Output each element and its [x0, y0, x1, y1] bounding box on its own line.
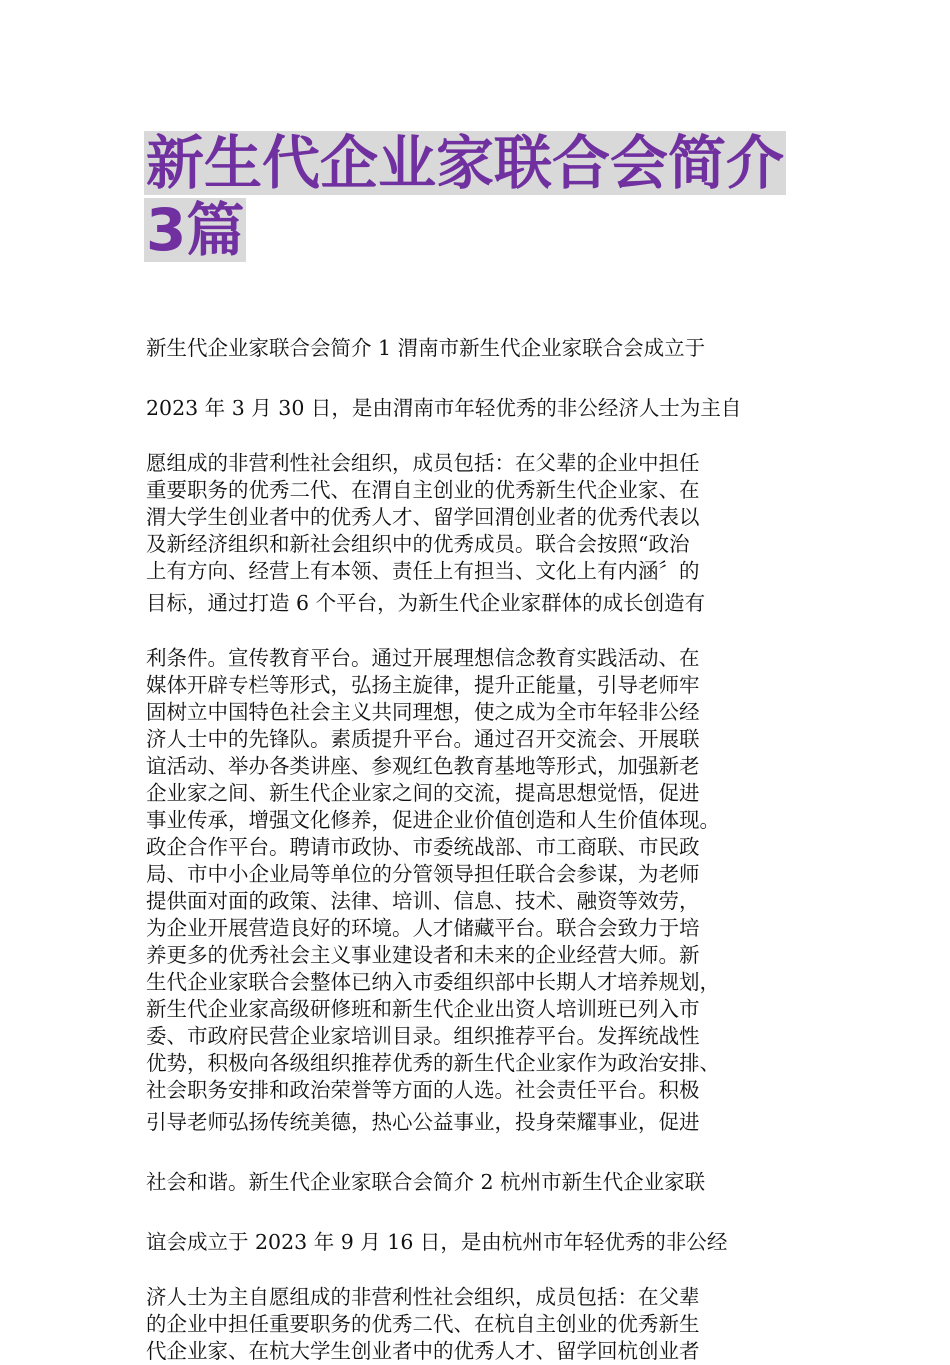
body-line: 2023 年 3 月 30 日，是由渭南市年轻优秀的非公经济人士为主自 [146, 396, 742, 420]
body-line: 引导老师弘扬传统美德，热心公益事业，投身荣耀事业，促进 [146, 1110, 700, 1134]
title-line-2: 3篇 [146, 196, 245, 264]
body-line: 济人士为主自愿组成的非营利性社会组织，成员包括：在父辈 [146, 1285, 700, 1309]
body-line: 济人士中的先锋队。素质提升平台。通过召开交流会、开展联 [146, 727, 700, 751]
body-line: 社会和谐。新生代企业家联合会简介 2 杭州市新生代企业家联 [146, 1170, 706, 1194]
body-line: 事业传承，增强文化修养，促进企业价值创造和人生价值体现。 [146, 808, 720, 832]
body-line: 社会职务安排和政治荣誉等方面的人选。社会责任平台。积极 [146, 1078, 700, 1102]
body-line: 优势，积极向各级组织推荐优秀的新生代企业家作为政治安排、 [146, 1051, 720, 1075]
body-line: 为企业开展营造良好的环境。人才储藏平台。联合会致力于培 [146, 916, 700, 940]
body-line: 媒体开辟专栏等形式，弘扬主旋律，提升正能量，引导老师牢 [146, 673, 700, 697]
body-line: 新生代企业家联合会简介 1 渭南市新生代企业家联合会成立于 [146, 336, 706, 360]
body-line: 谊活动、举办各类讲座、参观红色教育基地等形式，加强新老 [146, 754, 700, 778]
body-line: 政企合作平台。聘请市政协、市委统战部、市工商联、市民政 [146, 835, 700, 859]
body-line: 企业家之间、新生代企业家之间的交流，提高思想觉悟，促进 [146, 781, 700, 805]
body-line: 固树立中国特色社会主义共同理想，使之成为全市年轻非公经 [146, 700, 700, 724]
body-line: 上有方向、经营上有本领、责任上有担当、文化上有内涵〞的 [146, 559, 700, 583]
body-line: 的企业中担任重要职务的优秀二代、在杭自主创业的优秀新生 [146, 1312, 700, 1336]
body-line: 愿组成的非营利性社会组织，成员包括：在父辈的企业中担任 [146, 451, 700, 475]
body-line: 及新经济组织和新社会组织中的优秀成员。联合会按照“政治 [146, 532, 690, 556]
body-line: 利条件。宣传教育平台。通过开展理想信念教育实践活动、在 [146, 646, 700, 670]
body-line: 新生代企业家高级研修班和新生代企业出资人培训班已列入市 [146, 997, 700, 1021]
body-line: 谊会成立于 2023 年 9 月 16 日，是由杭州市年轻优秀的非公经 [146, 1230, 728, 1254]
body-line: 渭大学生创业者中的优秀人才、留学回渭创业者的优秀代表以 [146, 505, 700, 529]
body-line: 代企业家、在杭大学生创业者中的优秀人才、留学回杭创业者 [146, 1339, 700, 1363]
body-line: 目标，通过打造 6 个平台，为新生代企业家群体的成长创造有 [146, 591, 706, 615]
document-title [144, 130, 824, 264]
body-line: 提供面对面的政策、法律、培训、信息、技术、融资等效劳， [146, 889, 700, 913]
body-line: 养更多的优秀社会主义事业建设者和未来的企业经营大师。新 [146, 943, 700, 967]
title-line-1: 新生代企业家联合会简介 [146, 129, 785, 197]
body-line: 局、市中小企业局等单位的分管领导担任联合会参谋，为老师 [146, 862, 700, 886]
body-line: 生代企业家联合会整体已纳入市委组织部中长期人才培养规划， [146, 970, 720, 994]
document-body [146, 330, 811, 1365]
body-line: 重要职务的优秀二代、在渭自主创业的优秀新生代企业家、在 [146, 478, 700, 502]
body-line: 委、市政府民营企业家培训目录。组织推荐平台。发挥统战性 [146, 1024, 700, 1048]
